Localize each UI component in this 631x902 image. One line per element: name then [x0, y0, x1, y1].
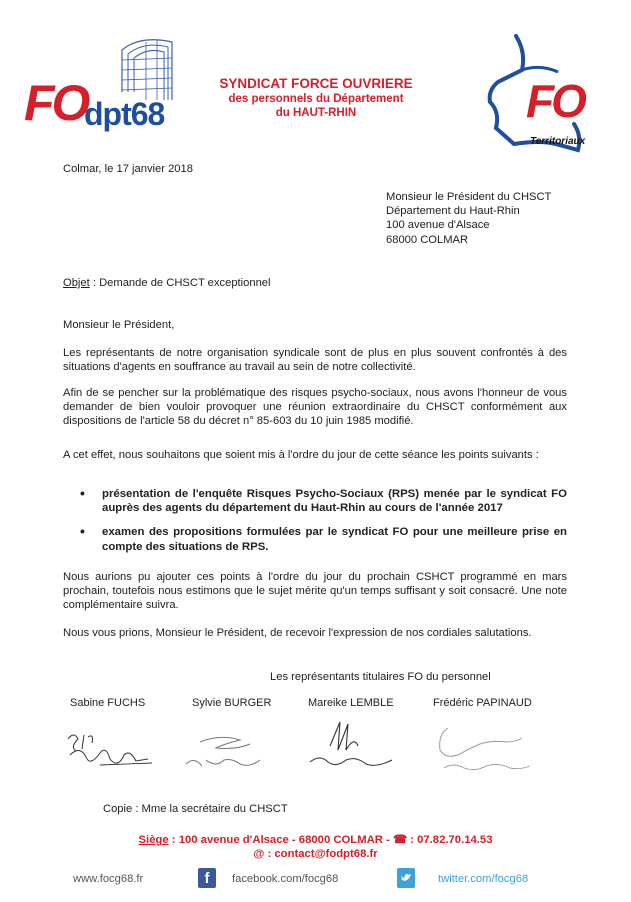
twitter-link[interactable]: twitter.com/focg68 — [438, 873, 529, 885]
logo-fo-territoriaux — [470, 32, 620, 162]
subject-label: Objet — [63, 277, 90, 289]
org-title: SYNDICAT FORCE OUVRIERE — [219, 76, 413, 91]
signature-lemble-icon — [300, 716, 410, 771]
agenda-point: • présentation de l'enquête Risques Psycho-Sociaux (RPS) menée par le syndicat FO auprès des agents du département du Haut-Rhin au cours de l'année 2017 — [102, 487, 567, 515]
copy-line: Copie : Mme la secrétaire du CHSCT — [103, 803, 288, 815]
signatory-name: Sylvie BURGER — [192, 697, 272, 709]
place-date: Colmar, le 17 janvier 2018 — [63, 163, 193, 175]
paragraph-5: Nous vous prions, Monsieur le Président, de recevoir l'expression de nos cordiales salutations. — [63, 627, 532, 639]
website-link[interactable]: www.focg68.fr — [73, 873, 144, 885]
logo-fo-dpt68 — [22, 30, 202, 150]
footer-email — [0, 848, 631, 860]
agenda-points — [102, 487, 567, 564]
salutation: Monsieur le Président, — [63, 319, 175, 331]
agenda-point: • examen des propositions formulées par le syndicat FO pour une meilleure prise en compte des situations de RPS. — [102, 525, 567, 553]
recipient-address — [386, 190, 551, 247]
signatory-name: Frédéric PAPINAUD — [433, 697, 532, 709]
siege-label: Siège — [138, 834, 169, 846]
paragraph-3: A cet effet, nous souhaitons que soient mis à l'ordre du jour de cette séance les points suivants : — [63, 449, 539, 461]
recipient-line: Monsieur le Président du CHSCT — [386, 191, 552, 203]
recipient-line: Département du Haut-Rhin — [386, 205, 520, 218]
paragraph-2: Afin de se pencher sur la problématique des risques psycho-sociaux, nous avons l'honneur de vous demander de bien vouloir provoquer une réunion extraordinaire du CHSCT conformément aux dispositions de l'article 58 du décret n° 85-603 du 10 juin 1985 modifié. — [63, 387, 567, 428]
signatories-title: Les représentants titulaires FO du personnel — [270, 671, 491, 683]
phone-number: : 07.82.70.14.53 — [407, 834, 493, 846]
logo-territoriaux-text: Territoriaux — [530, 136, 586, 147]
logo-fo-right-text: FO — [526, 75, 584, 127]
facebook-link[interactable]: facebook.com/focg68 — [232, 873, 339, 885]
logo-dpt-text: dpt68 — [84, 96, 165, 132]
org-subtitle: des personnels du Département — [228, 93, 404, 105]
signature-fuchs-icon — [60, 725, 160, 775]
email-link[interactable]: contact@fodpt68.fr — [274, 848, 378, 860]
footer-address — [0, 833, 631, 846]
twitter-bird-icon — [397, 868, 415, 888]
recipient-line: 68000 COLMAR — [386, 233, 469, 246]
org-subtitle-2: du HAUT-RHIN — [275, 107, 357, 119]
logo-fo-text: FO — [24, 75, 88, 131]
signatory-name: Sabine FUCHS — [70, 697, 146, 709]
signature-papinaud-icon — [430, 714, 540, 774]
paragraph-4: Nous aurions pu ajouter ces points à l'ordre du jour du prochain CSHCT programmé en mars prochain, toutefois nous estimons que le sujet mérite qu'un temps suffisant y soit consacré. Une note complémentaire suivra. — [63, 571, 567, 612]
paragraph-1: Les représentants de notre organisation syndicale sont de plus en plus souvent confrontés à des situations d'agents en souffrance au travail au sein de notre collectivité. — [63, 347, 567, 374]
signatory-name: Mareike LEMBLE — [308, 697, 394, 709]
phone-icon: ☎ — [392, 834, 408, 846]
facebook-icon: f — [198, 868, 216, 888]
siege-address: : 100 avenue d'Alsace - 68000 COLMAR - — [168, 834, 393, 846]
subject-text: : Demande de CHSCT exceptionnel — [89, 277, 271, 289]
subject-line — [63, 276, 271, 290]
recipient-line: 100 avenue d'Alsace — [386, 219, 490, 232]
signature-burger-icon — [180, 730, 270, 775]
email-prefix: @ : — [253, 848, 275, 860]
twitter-icon — [397, 868, 415, 888]
